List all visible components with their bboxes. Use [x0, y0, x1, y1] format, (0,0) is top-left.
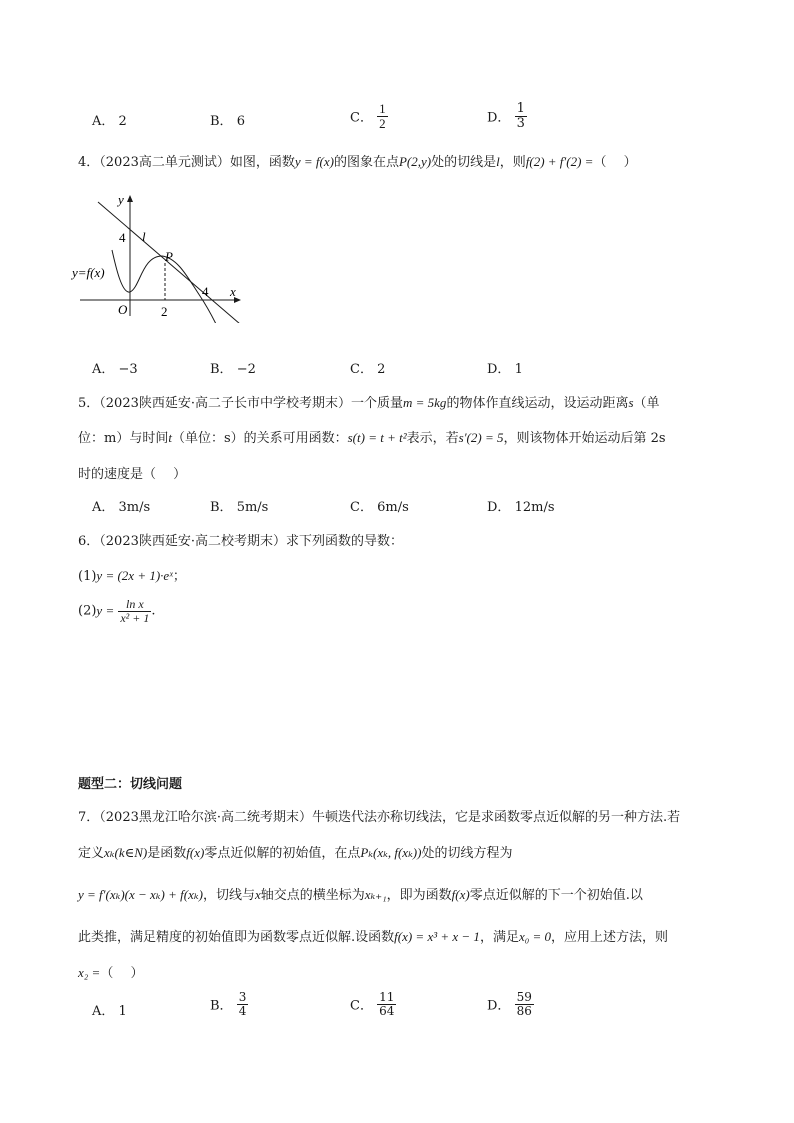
q7-option-c: C． $\frac{11}{64}$ [350, 990, 395, 1018]
fig-tick-x2: 2 [161, 304, 168, 319]
q6-part2: (2)y = $\frac{\text{ln x}}{\text{x² + 1}}$ . [78, 597, 156, 625]
q7-option-a: A． 1 [92, 1004, 127, 1019]
q7-line3: y = f′(xₖ)(x − xₖ) + f(xₖ)，切线与x轴交点的横坐标为xₖ₊₁，即为函数f(x)零点近似解的下一个初始值.以 [78, 887, 643, 903]
fig-origin: O [118, 302, 128, 317]
q5-line1: 5．（2023陕西延安·高二子长市中学校考期末）一个质量m = 5kg的物体作直线运动，设运动距离s（单 [78, 395, 660, 411]
q7-option-b: B． $\frac{3}{4}$ [210, 990, 247, 1018]
q4-option-a: A． −3 [92, 362, 138, 377]
q6-stem: 6．（2023陕西延安·高二校考期末）求下列函数的导数： [78, 534, 403, 549]
fig-line-l: l [142, 229, 146, 244]
q7-line5: x₂ =（ ） [78, 965, 144, 981]
q3-option-c: C． $\frac{1}{2}$ [350, 101, 386, 131]
fig-tick-y4: 4 [119, 230, 126, 245]
section-title: 题型二：切线问题 [78, 777, 183, 792]
fig-point-p: P [165, 249, 173, 264]
q5-line2: 位：m）与时间t（单位：s）的关系可用函数：s(t) = t + t²表示，若s′(2) = 5，则该物体开始运动后第 2s [78, 430, 666, 446]
fig-curve-label: y=f(x) [72, 265, 105, 280]
q4-option-b: B． −2 [210, 362, 256, 377]
q6-part1: (1)y = (2x + 1)·eˣ； [78, 568, 186, 584]
q4-stem: 4．（2023高二单元测试）如图，函数y = f(x)的图象在点P(2,y)处的切线是l，则f(2) + f′(2) =（ ） [78, 154, 637, 170]
q5-option-a: A． 3m/s [92, 500, 151, 515]
q5-line3: 时的速度是（ ） [78, 467, 187, 482]
q7-line4: 此类推，满足精度的初始值即为函数零点近似解.设函数f(x) = x³ + x − 1，满足x₀ = 0，应用上述方法，则 [78, 929, 669, 945]
fig-x-label: x [230, 284, 236, 299]
q3-option-a: A． 2 [92, 114, 127, 129]
q5-option-d: D． 12m/s [487, 500, 555, 515]
q3-option-d: D． $\frac{1}{3}$ [487, 101, 525, 131]
q7-line1: 7．（2023黑龙江哈尔滨·高二统考期末）牛顿迭代法亦称切线法，它是求函数零点近似解的另一种方法.若 [78, 810, 681, 825]
q7-option-d: D． $\frac{59}{86}$ [487, 990, 532, 1018]
q4-figure [70, 188, 250, 323]
fig-y-label: y [118, 192, 124, 207]
q7-line2: 定义xₖ(k∈N)是函数f(x)零点近似解的初始值，在点Pₖ(xₖ, f(xₖ))处的切线方程为 [78, 845, 513, 861]
q4-option-d: D． 1 [487, 362, 523, 377]
q5-option-b: B． 5m/s [210, 500, 269, 515]
fig-tick-x4: 4 [202, 284, 209, 299]
q3-option-b: B． 6 [210, 114, 245, 129]
q4-option-c: C． 2 [350, 362, 386, 377]
q5-option-c: C． 6m/s [350, 500, 409, 515]
